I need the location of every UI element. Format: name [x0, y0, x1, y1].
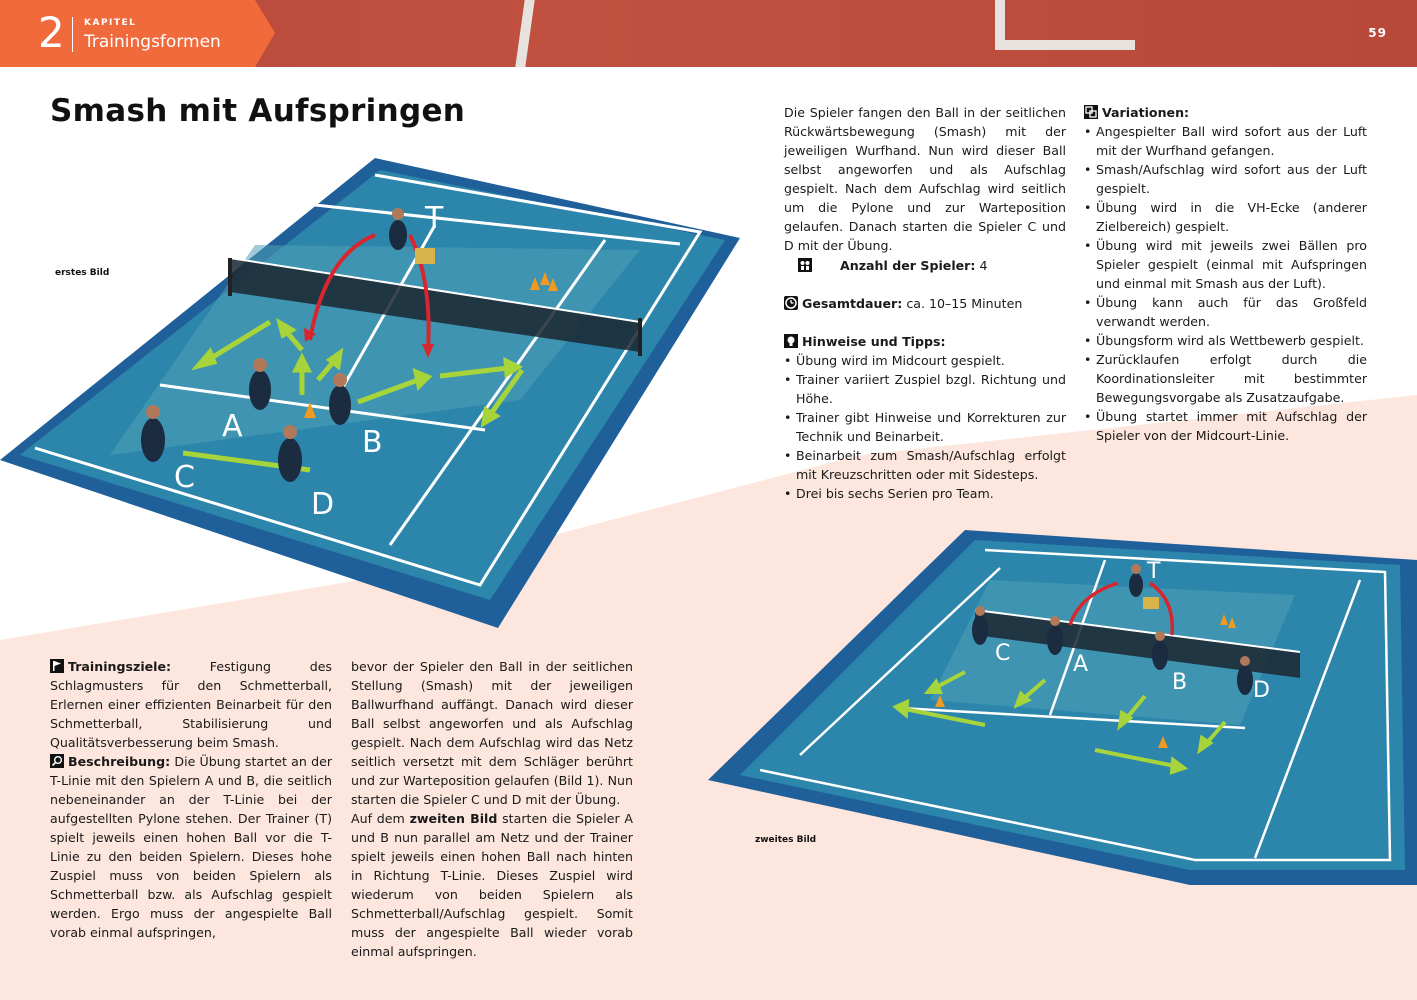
page-number: 59: [1368, 26, 1387, 40]
list-item: • Übung wird im Midcourt gespielt.: [784, 351, 1066, 370]
variations-icon: [1084, 105, 1098, 119]
players-value: 4: [979, 258, 988, 273]
variations-list: [1084, 122, 1367, 445]
players-row: [798, 256, 1066, 275]
chapter-number: 2: [38, 8, 65, 57]
label-trainer: T: [425, 201, 444, 236]
tips-list: [784, 351, 1066, 503]
goals-section: [50, 657, 332, 752]
description-col2-post: starten die Spieler A und B nun parallel am Netz und der Trainer spielt jeweils einen hohen Ball nach hinten in Richtung T-Linie. Dieses Zuspiel wird wiederum von beiden Spielern als Schmetterball/Aufschlag gespielt. Somit muss der angespielte Ball wieder vorab einmal aufspringen.: [351, 811, 634, 959]
goals-label: Trainingsziele:: [68, 659, 172, 674]
magnifier-icon: [50, 754, 64, 768]
label-c: C: [995, 641, 1011, 666]
intro-continued-text: [784, 103, 1066, 255]
list-item: • Übung startet immer mit Aufschlag der Spieler von der Midcourt-Linie.: [1084, 407, 1367, 445]
page-title: Smash mit Aufspringen: [50, 93, 466, 129]
variations-label: Variationen:: [1102, 105, 1190, 120]
duration-value: ca. 10–15 Minuten: [906, 296, 1023, 311]
figure-caption-first: erstes Bild: [55, 268, 110, 278]
page-header: [0, 0, 1417, 67]
label-c: C: [174, 460, 195, 495]
tips-section: [784, 332, 1066, 503]
list-item: • Übung kann auch für das Großfeld verwandt werden.: [1084, 293, 1367, 331]
court-diagram-first: [0, 155, 740, 635]
label-d: D: [1253, 678, 1270, 703]
label-trainer: T: [1147, 559, 1161, 584]
clock-icon: [784, 296, 798, 310]
court-line-decoration: [515, 0, 534, 67]
description-col2-bold: zweiten Bild: [409, 811, 498, 826]
list-item: • Übung wird in die VH-Ecke (anderer Zielbereich) gespielt.: [1084, 198, 1367, 236]
label-d: D: [311, 487, 335, 522]
ball-basket: [415, 248, 435, 264]
duration-row: [784, 294, 1066, 313]
players-icon: [798, 258, 812, 272]
description-col2-pre: Auf dem: [351, 811, 405, 826]
goals-text: Festigung des Schlagmusters für den Schmetterball, Erlernen einer effizienten Beinarbeit für den Schmetterball, Stabilisierung und Qualitätsverbesserung beim Smash.: [50, 659, 332, 750]
list-item: • Drei bis sechs Serien pro Team.: [784, 484, 1066, 503]
chapter-kicker: KAPITEL: [84, 18, 137, 28]
list-item: • Trainer gibt Hinweise und Korrekturen zur Technik und Beinarbeit.: [784, 408, 1066, 446]
intro-continued: Die Spieler fangen den Ball in der seitlichen Rückwärtsbewegung (Smash) mit der jeweiligen Wurfhand. Nun wird dieser Ball selbst angeworfen und als Aufschlag gespielt. Nach dem Aufschlag wird seitlich um die Pylone und zur Warteposition gelaufen. Danach starten die Spieler C und D mit der Übung.: [784, 105, 1066, 253]
list-item: • Trainer variiert Zuspiel bzgl. Richtung und Höhe.: [784, 370, 1066, 408]
list-item: • Zurücklaufen erfolgt durch die Koordinationsleiter mit bestimmter Bewegungsvorgabe als Zusatzaufgabe.: [1084, 350, 1367, 407]
list-item: • Übung wird mit jeweils zwei Bällen pro Spieler gespielt (einmal mit Aufspringen und einmal mit Smash aus der Luft).: [1084, 236, 1367, 293]
lightbulb-icon: [784, 334, 798, 348]
chapter-separator: [72, 17, 73, 52]
description-text: Die Übung startet an der T-Linie mit den Spielern A und B, die seitlich nebeneinander an der T-Linie bei der aufgestellten Pylone stehen. Der Trainer (T) spielt jeweils einen hohen Ball vor die T-Linie zu den beiden Spielern. Dieses hohe Zuspiel muss von beiden Spielern als Schmetterball bzw. als Aufschlag gespielt werden. Ergo muss der angespielte Ball vorab einmal aufspringen,: [50, 754, 333, 940]
label-a: A: [1073, 652, 1089, 677]
list-item: • Beinarbeit zum Smash/Aufschlag erfolgt mit Kreuzschritten oder mit Sidesteps.: [784, 446, 1066, 484]
list-item: • Angespielter Ball wird sofort aus der Luft mit der Wurfhand gefangen.: [1084, 122, 1367, 160]
flag-icon: [50, 659, 64, 673]
label-b: B: [362, 425, 383, 460]
ball-basket: [1143, 597, 1159, 609]
variations-section: [1084, 103, 1367, 445]
label-a: A: [222, 409, 243, 444]
list-item: • Smash/Aufschlag wird sofort aus der Luft gespielt.: [1084, 160, 1367, 198]
tips-label: Hinweise und Tipps:: [802, 334, 946, 349]
duration-label: Gesamtdauer:: [802, 296, 903, 311]
description-col2-part1: bevor der Spieler den Ball in der seitlichen Stellung (Smash) mit der jeweiligen Ballwurfhand auffängt. Danach wird dieser Ball selbst angeworfen und als Aufschlag gespielt. Nach dem Aufschlag wird das Netz seitlich versetzt mit dem Schläger berührt und zur Warteposition gelaufen (Bild 1). Nun starten die Spieler C und D mit der Übung.: [351, 659, 633, 807]
list-item: • Übungsform wird als Wettbewerb gespielt.: [1084, 331, 1367, 350]
description-continued: [351, 657, 633, 961]
court-line-decoration: [995, 40, 1135, 50]
description-section: [50, 752, 332, 942]
description-label: Beschreibung:: [68, 754, 171, 769]
players-label: Anzahl der Spieler:: [840, 258, 976, 273]
figure-caption-second: zweites Bild: [755, 835, 817, 845]
label-b: B: [1172, 670, 1188, 695]
chapter-title: Trainingsformen: [84, 32, 221, 52]
